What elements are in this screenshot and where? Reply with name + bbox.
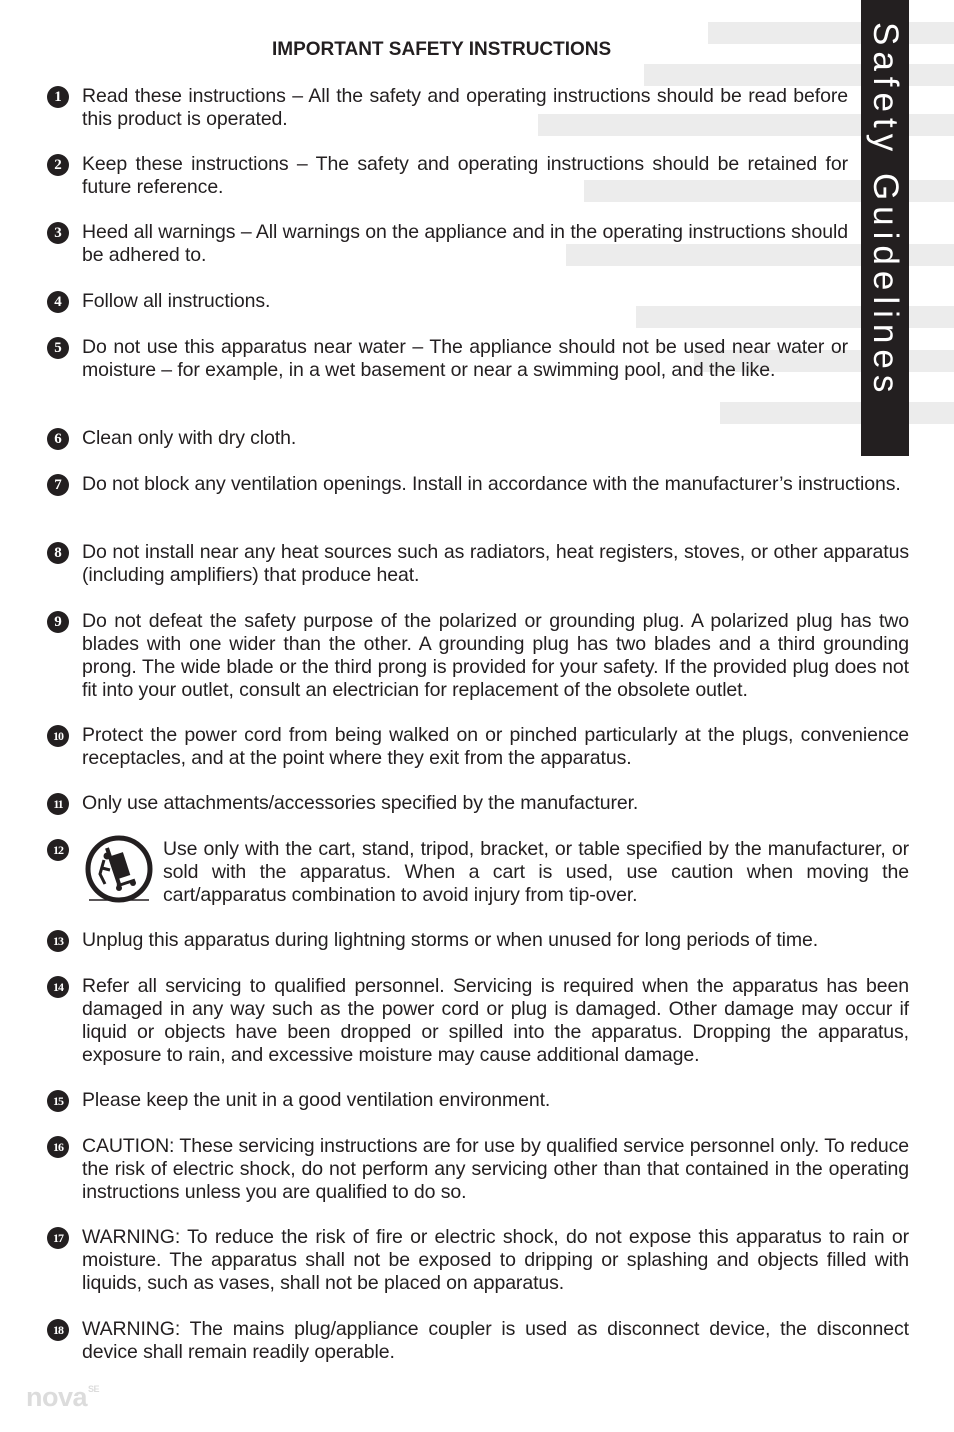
- item-number: 6: [47, 428, 69, 450]
- side-tab: [861, 0, 909, 456]
- item-number: 15: [47, 1090, 69, 1112]
- item-text: Use only with the cart, stand, tripod, bracket, or table specified by the manufacturer, or sold with the apparatus. When a cart is used, use caution when moving the cart/apparatus combination to avoid injury from tip-over.: [163, 838, 909, 906]
- item-text: Do not use this apparatus near water – The appliance should not be used near water or moisture – for example, in a wet basement or near a swimming pool, and the like.: [82, 336, 848, 381]
- item-number: 17: [47, 1227, 69, 1249]
- item-number: 11: [47, 793, 69, 815]
- item-text: Keep these instructions – The safety and operating instructions should be retained for future reference.: [82, 153, 848, 198]
- item-text: Refer all servicing to qualified personnel. Servicing is required when the apparatus has been damaged in any way such as the power cord or plug is damaged. Other damage may occur if liquid or objects have been dropped or spilled into the apparatus. Dropping the apparatus, exposure to rain, and excessive moisture may cause additional damage.: [82, 975, 909, 1066]
- item-text: Do not install near any heat sources such as radiators, heat registers, stoves, or other apparatus (including amplifiers) that produce heat.: [82, 541, 909, 586]
- item-number: 2: [47, 154, 69, 176]
- item-number: 8: [47, 542, 69, 564]
- item-number: 5: [47, 337, 69, 359]
- side-tab-title: Safety Guidelines: [866, 22, 905, 399]
- cart-tip-over-warning-icon: [85, 834, 153, 904]
- item-text: WARNING: To reduce the risk of fire or electric shock, do not expose this apparatus to rain or moisture. The apparatus shall not be exposed to dripping or splashing and objects filled with liquids, such as vases, shall not be placed on apparatus.: [82, 1226, 909, 1294]
- item-text: Do not defeat the safety purpose of the polarized or grounding plug. A polarized plug has two blades with one wider than the other. A grounding plug has two blades and a third grounding prong. The wide blade or the third prong is provided for your safety. If the provided plug does not fit into your outlet, consult an electrician for replacement of the obsolete outlet.: [82, 610, 909, 701]
- item-number: 1: [47, 86, 69, 108]
- item-text: Only use attachments/accessories specified by the manufacturer.: [82, 792, 639, 814]
- item-text: Follow all instructions.: [82, 290, 271, 312]
- item-number: 9: [47, 611, 69, 633]
- page-title: IMPORTANT SAFETY INSTRUCTIONS: [272, 39, 612, 60]
- item-text: Unplug this apparatus during lightning storms or when unused for long periods of time.: [82, 929, 819, 951]
- item-number: 7: [47, 474, 69, 496]
- item-text: Do not block any ventilation openings. Install in accordance with the manufacturer’s instructions.: [82, 473, 901, 495]
- item-text: Protect the power cord from being walked on or pinched particularly at the plugs, convenience receptacles, and at the point where they exit from the apparatus.: [82, 724, 909, 769]
- item-number: 10: [47, 725, 69, 747]
- item-number: 14: [47, 976, 69, 998]
- item-text: WARNING: The mains plug/appliance coupler is used as disconnect device, the disconnect device shall remain readily operable.: [82, 1318, 909, 1363]
- item-number: 16: [47, 1136, 69, 1158]
- item-text: CAUTION: These servicing instructions are for use by qualified service personnel only. To reduce the risk of electric shock, do not perform any servicing other than that contained in the operating instructions unless you are qualified to do so.: [82, 1135, 909, 1203]
- item-number: 13: [47, 930, 69, 952]
- logo-suffix: SE: [88, 1384, 100, 1394]
- item-number: 3: [47, 222, 69, 244]
- item-number: 12: [47, 839, 69, 861]
- item-text: Please keep the unit in a good ventilation environment.: [82, 1089, 551, 1111]
- item-text: Clean only with dry cloth.: [82, 427, 297, 449]
- item-text: Read these instructions – All the safety and operating instructions should be read before this product is operated.: [82, 85, 848, 130]
- logo-text: nova: [26, 1382, 88, 1412]
- item-number: 18: [47, 1319, 69, 1341]
- item-number: 4: [47, 291, 69, 313]
- item-text: Heed all warnings – All warnings on the appliance and in the operating instructions should be adhered to.: [82, 221, 848, 266]
- brand-logo: [26, 1382, 99, 1413]
